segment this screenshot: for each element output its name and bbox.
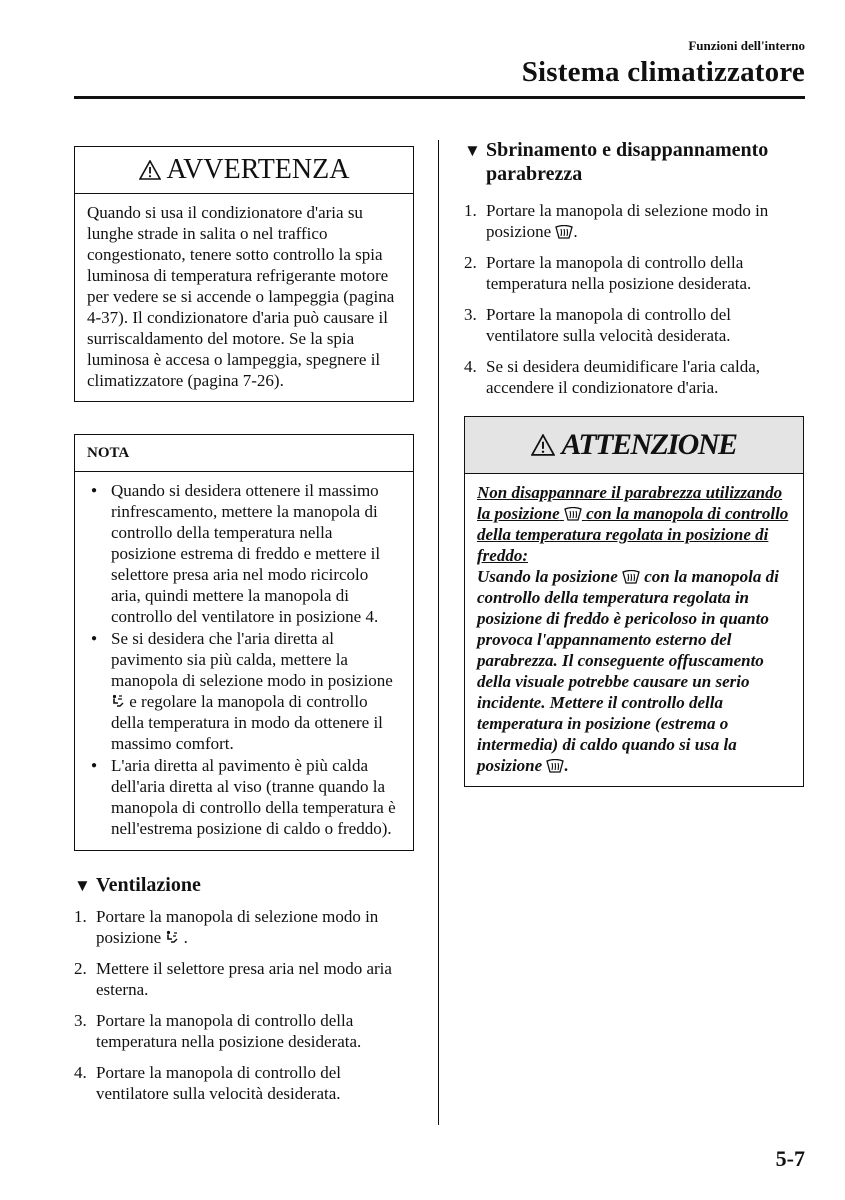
warning-header (75, 147, 413, 194)
caution-header (465, 417, 803, 474)
step-text-part: Portare la manopola di selezione modo in posizione (96, 907, 379, 947)
defrost-title: Sbrinamento e disappannamento parabrezza (486, 139, 769, 185)
caution-box (464, 416, 804, 787)
step-item (464, 252, 804, 294)
defrost-steps (464, 200, 804, 398)
step-text: Portare la manopola di controllo della temperatura nella posizione desiderata. (96, 1011, 362, 1051)
step-number: 3. (464, 305, 477, 324)
right-column (464, 138, 804, 787)
ventilation-title: Ventilazione (96, 874, 201, 896)
note-box (74, 434, 414, 851)
column-divider (438, 140, 439, 1125)
defrost-heading (464, 138, 804, 186)
note-item: ● L'aria diretta al pavimento è più calda dell'aria diretta al viso (tranne quando la manopola di controllo della temperatura è nell'estrema posizione di caldo o freddo). (87, 755, 401, 839)
windshield-defrost-icon (546, 759, 564, 773)
warning-box (74, 146, 414, 402)
step-number: 2. (74, 959, 87, 978)
section-marker-icon: ▼ (74, 876, 91, 895)
ventilation-section (74, 873, 414, 1104)
step-text (96, 906, 414, 948)
caution-title: ATTENZIONE (561, 428, 737, 461)
step-text: Portare la manopola di controllo del ventilatore sulla velocità desiderata. (486, 305, 732, 345)
step-text: Portare la manopola di controllo della temperatura nella posizione desiderata. (486, 253, 752, 293)
caution-text (465, 474, 803, 786)
step-number: 1. (74, 907, 87, 926)
step-item (464, 356, 804, 398)
step-item (74, 906, 414, 948)
warning-triangle-icon (139, 160, 161, 180)
page-number: 5-7 (775, 1146, 805, 1171)
ventilation-heading (74, 873, 414, 898)
step-number: 3. (74, 1011, 87, 1030)
caution-text-part: Non disappannare il parabrezza utilizzando la posizione (477, 483, 783, 523)
step-number: 2. (464, 253, 477, 272)
windshield-defrost-icon (622, 570, 640, 584)
windshield-defrost-icon (564, 507, 582, 521)
step-item (74, 1062, 414, 1104)
warning-title: AVVERTENZA (166, 154, 350, 185)
page-title: Sistema climatizzatore (521, 56, 805, 88)
step-number: 1. (464, 201, 477, 220)
windshield-defrost-icon (555, 225, 573, 239)
section-marker-icon: ▼ (464, 141, 481, 160)
section-label: Funzioni dell'interno (688, 38, 805, 53)
step-item (464, 304, 804, 346)
step-item (74, 1010, 414, 1052)
floor-mode-icon (165, 930, 179, 945)
step-text: Mettere il selettore presa aria nel modo aria esterna. (96, 959, 392, 999)
title-rule (74, 96, 805, 99)
note-item (87, 628, 401, 754)
note-title: NOTA (75, 435, 413, 472)
caution-text-part: con la manopola di controllo della temperatura regolata in posizione di freddo è pericoloso in quanto provoca l'appannamento esterno del parabrezza. Il conseguente offuscamento della visuale potrebbe causare un serio incidente. Mettere il controllo della temperatura in posizione (estrema o intermedia) di caldo quando si usa la posizione (477, 567, 779, 775)
warning-triangle-icon (531, 434, 555, 456)
step-item (464, 200, 804, 242)
note-item-text: e regolare la manopola di controllo della temperatura in modo da ottenere il massimo comfort. (111, 692, 383, 753)
floor-defrost-mode-icon (111, 694, 125, 709)
step-text-part: . (573, 222, 578, 241)
note-item: ● Quando si desidera ottenere il massimo rinfrescamento, mettere la manopola di controllo della temperatura nella posizione estrema di freddo e mettere il selettore presa aria nel modo ricircolo aria, quindi mettere la manopola di controllo del ventilatore in posizione 4. (87, 480, 401, 627)
caution-text-part: con la manopola di controllo della temperatura regolata in posizione di freddo: (477, 504, 789, 565)
warning-text: Quando si usa il condizionatore d'aria su lunghe strade in salita o nel traffico congestionato, tenere sotto controllo la spia luminosa di temperatura refrigerante motore per vedere se si accende o lampeggia (pagina 4-37). Il condizionatore d'aria può causare il surriscaldamento del motore. Se la spia luminosa è accesa o lampeggia, spegnere il climatizzatore (pagina 7-26). (87, 203, 395, 390)
step-text: Portare la manopola di controllo del ventilatore sulla velocità desiderata. (96, 1063, 342, 1103)
caution-text-part: Usando la posizione (477, 567, 618, 586)
left-column (74, 146, 414, 1114)
step-text-part: . (179, 928, 188, 947)
note-list (75, 472, 413, 850)
step-text (486, 200, 804, 242)
step-number: 4. (464, 357, 477, 376)
caution-text-part: . (564, 756, 569, 775)
step-item (74, 958, 414, 1000)
caution-lead-text (477, 483, 788, 565)
step-number: 4. (74, 1063, 87, 1082)
step-text: Se si desidera deumidificare l'aria calda, accendere il condizionatore d'aria. (486, 357, 760, 397)
note-item-text: Se si desidera che l'aria diretta al pavimento sia più calda, mettere la manopola di selezione modo in posizione (111, 629, 393, 690)
ventilation-steps (74, 906, 414, 1104)
step-text-part: Portare la manopola di selezione modo in posizione (486, 201, 769, 241)
